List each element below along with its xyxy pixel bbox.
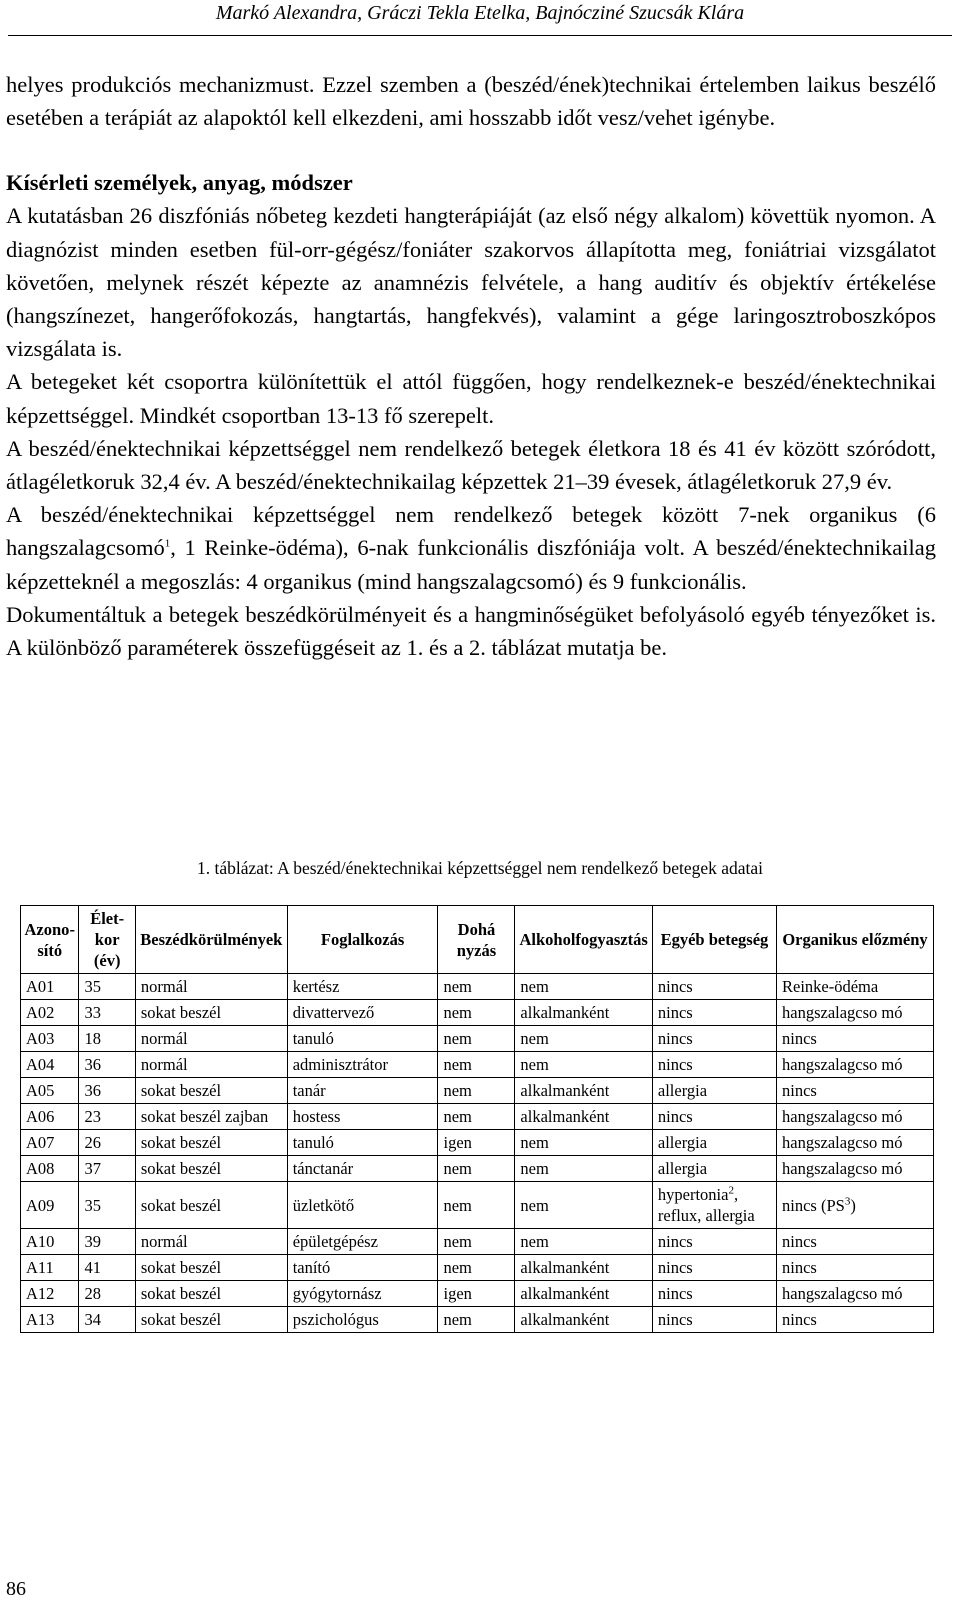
footnote-ref-1: 1 [164, 537, 171, 550]
table-row [21, 1130, 934, 1156]
cell-speech: normál [135, 1026, 287, 1052]
cell-id: A10 [21, 1229, 79, 1255]
cell-age: 39 [79, 1229, 135, 1255]
cell-organic: hangszalagcso mó [777, 1281, 934, 1307]
table-row [21, 1156, 934, 1182]
main-text [6, 68, 936, 664]
paragraph-2: A kutatásban 26 diszfóniás nőbeteg kezdeti hangterápiáját (az első négy alkalom) követtük nyomon. A diagnózist minden esetben fül-orr-gégész/foniáter szakorvos állapította meg, foniátriai vizsgálatot követően, melynek részét képezte az anamnézis felvétele, a hang auditív és objektív értékelése (hangszínezet, hangerőfokozás, hangtartás, hangfekvés), valamint a gége laringosztroboszkópos vizsgálata is. [6, 203, 936, 362]
cell-organic: hangszalagcso mó [777, 1000, 934, 1026]
cell-alcohol: alkalmanként [515, 1255, 652, 1281]
cell-speech: sokat beszél [135, 1130, 287, 1156]
cell-age: 36 [79, 1078, 135, 1104]
cell-job: tánctanár [287, 1156, 438, 1182]
paragraph-4: A beszéd/énektechnikai képzettséggel nem rendelkező betegek életkora 18 és 41 év között szóródott, átlagéletkoruk 32,4 év. A beszéd/énektechnikailag képzettek 21–39 évesek, átlagéletkoruk 27,9 év. [6, 435, 936, 495]
cell-alcohol: nem [515, 1130, 652, 1156]
cell-smoking: nem [438, 1182, 515, 1229]
cell-age: 35 [79, 974, 135, 1000]
cell-job: divattervező [287, 1000, 438, 1026]
cell-alcohol: alkalmanként [515, 1104, 652, 1130]
table-row [21, 974, 934, 1000]
cell-alcohol: nem [515, 1052, 652, 1078]
table-row [21, 1000, 934, 1026]
cell-smoking: nem [438, 1104, 515, 1130]
cell-speech: sokat beszél [135, 1281, 287, 1307]
cell-alcohol: alkalmanként [515, 1281, 652, 1307]
cell-alcohol: nem [515, 974, 652, 1000]
cell-alcohol: nem [515, 1182, 652, 1229]
cell-alcohol: alkalmanként [515, 1307, 652, 1333]
col-header-alcohol: Alkoholfogyasztás [515, 906, 652, 974]
cell-id: A11 [21, 1255, 79, 1281]
cell-smoking: nem [438, 1229, 515, 1255]
table-row [21, 1026, 934, 1052]
cell-illness: nincs [652, 1307, 776, 1333]
table-row [21, 1104, 934, 1130]
page-number: 86 [6, 1578, 26, 1600]
paragraph-5-part-b: , 1 Reinke-ödéma), 6-nak funkcionális diszfóniája volt. A beszéd/énektechnikailag képzetteknél a megoszlás: 4 organikus (mind hangszalagcsomó) és 9 funkcionális. [6, 535, 936, 594]
cell-id: A12 [21, 1281, 79, 1307]
cell-organic: nincs [777, 1307, 934, 1333]
organic-part-a: nincs (PS [782, 1195, 845, 1215]
cell-smoking: nem [438, 1052, 515, 1078]
table-row [21, 1078, 934, 1104]
cell-age: 35 [79, 1182, 135, 1229]
cell-id: A03 [21, 1026, 79, 1052]
cell-smoking: igen [438, 1130, 515, 1156]
cell-illness [652, 1182, 776, 1229]
cell-speech: sokat beszél [135, 1182, 287, 1229]
cell-organic: nincs [777, 1026, 934, 1052]
running-head: Markó Alexandra, Gráczi Tekla Etelka, Bajnócziné Szucsák Klára [215, 2, 745, 24]
footnote-ref-2: 2 [728, 1184, 734, 1197]
cell-illness: nincs [652, 1052, 776, 1078]
table-row [21, 1307, 934, 1333]
cell-speech: sokat beszél [135, 1078, 287, 1104]
cell-smoking: nem [438, 1026, 515, 1052]
cell-smoking: igen [438, 1281, 515, 1307]
cell-smoking: nem [438, 1255, 515, 1281]
illness-part-b: , reflux, allergia [657, 1185, 755, 1225]
col-header-illness: Egyéb betegség [652, 906, 776, 974]
cell-job: pszichológus [287, 1307, 438, 1333]
cell-illness: nincs [652, 1229, 776, 1255]
cell-job: gyógytornász [287, 1281, 438, 1307]
cell-illness: nincs [652, 1026, 776, 1052]
cell-speech: sokat beszél [135, 1156, 287, 1182]
cell-illness: allergia [652, 1156, 776, 1182]
cell-age: 37 [79, 1156, 135, 1182]
cell-age: 33 [79, 1000, 135, 1026]
cell-age: 23 [79, 1104, 135, 1130]
cell-illness: nincs [652, 974, 776, 1000]
cell-age: 18 [79, 1026, 135, 1052]
cell-smoking: nem [438, 1078, 515, 1104]
cell-job: üzletkötő [287, 1182, 438, 1229]
table-row [21, 1255, 934, 1281]
cell-speech: sokat beszél zajban [135, 1104, 287, 1130]
cell-speech: normál [135, 1229, 287, 1255]
cell-speech: sokat beszél [135, 1255, 287, 1281]
cell-id: A06 [21, 1104, 79, 1130]
organic-part-b: ) [850, 1195, 856, 1215]
cell-illness: nincs [652, 1104, 776, 1130]
paragraph-6: Dokumentáltuk a betegek beszédkörülményeit és a hangminőségüket befolyásoló egyéb tényezőket is. A különböző paraméterek összefüggéseit az 1. és a 2. táblázat mutatja be. [6, 601, 936, 661]
table-caption: 1. táblázat: A beszéd/énektechnikai képzettséggel nem rendelkező betegek adatai [196, 858, 764, 878]
col-header-organic: Organikus előzmény [777, 906, 934, 974]
cell-id: A09 [21, 1182, 79, 1229]
table-row [21, 1052, 934, 1078]
cell-organic: nincs [777, 1229, 934, 1255]
table-header-row [21, 906, 934, 974]
cell-organic: hangszalagcso mó [777, 1104, 934, 1130]
cell-smoking: nem [438, 974, 515, 1000]
cell-smoking: nem [438, 1156, 515, 1182]
cell-alcohol: nem [515, 1229, 652, 1255]
cell-id: A04 [21, 1052, 79, 1078]
cell-illness: allergia [652, 1078, 776, 1104]
cell-illness: nincs [652, 1255, 776, 1281]
col-header-smoking: Dohá nyzás [438, 906, 515, 974]
cell-smoking: nem [438, 1000, 515, 1026]
cell-age: 41 [79, 1255, 135, 1281]
table-row [21, 1182, 934, 1229]
cell-job: kertész [287, 974, 438, 1000]
cell-illness: allergia [652, 1130, 776, 1156]
cell-alcohol: nem [515, 1026, 652, 1052]
cell-job: adminisztrátor [287, 1052, 438, 1078]
cell-speech: sokat beszél [135, 1307, 287, 1333]
cell-organic: Reinke-ödéma [777, 974, 934, 1000]
cell-organic: hangszalagcso mó [777, 1130, 934, 1156]
patient-table [20, 905, 934, 1333]
cell-illness: nincs [652, 1281, 776, 1307]
cell-speech: normál [135, 974, 287, 1000]
paragraph-3: A betegeket két csoportra különítettük el attól függően, hogy rendelkeznek-e beszéd/énektechnikai képzettséggel. Mindkét csoportban 13-13 fő szerepelt. [6, 369, 936, 428]
cell-age: 26 [79, 1130, 135, 1156]
paragraph-5 [6, 498, 936, 598]
cell-alcohol: alkalmanként [515, 1000, 652, 1026]
cell-organic: nincs [777, 1255, 934, 1281]
cell-age: 34 [79, 1307, 135, 1333]
table-row [21, 1229, 934, 1255]
cell-speech: sokat beszél [135, 1000, 287, 1026]
footnote-ref-3: 3 [844, 1195, 851, 1207]
cell-id: A01 [21, 974, 79, 1000]
cell-id: A08 [21, 1156, 79, 1182]
cell-organic: hangszalagcso mó [777, 1156, 934, 1182]
section-heading: Kísérleti személyek, anyag, módszer [6, 170, 353, 196]
cell-job: épületgépész [287, 1229, 438, 1255]
cell-age: 28 [79, 1281, 135, 1307]
col-header-age: Életkor (év) [79, 906, 135, 974]
cell-organic: hangszalagcso mó [777, 1052, 934, 1078]
cell-id: A13 [21, 1307, 79, 1333]
cell-job: tanuló [287, 1130, 438, 1156]
cell-age: 36 [79, 1052, 135, 1078]
illness-part-a: hypertonia [657, 1185, 729, 1204]
table-row [21, 1281, 934, 1307]
cell-id: A02 [21, 1000, 79, 1026]
cell-id: A05 [21, 1078, 79, 1104]
header-divider [8, 35, 952, 36]
col-header-id: Azonosító [21, 906, 79, 974]
cell-id: A07 [21, 1130, 79, 1156]
cell-speech: normál [135, 1052, 287, 1078]
cell-alcohol: nem [515, 1156, 652, 1182]
cell-job: tanár [287, 1078, 438, 1104]
cell-organic: nincs [777, 1078, 934, 1104]
cell-illness: nincs [652, 1000, 776, 1026]
cell-smoking: nem [438, 1307, 515, 1333]
paragraph-1: helyes produkciós mechanizmust. Ezzel szemben a (beszéd/ének)technikai értelemben laikus beszélő esetében a terápiát az alapoktól kell elkezdeni, ami hosszabb időt vesz/vehet igénybe. [6, 72, 936, 131]
cell-job: tanító [287, 1255, 438, 1281]
col-header-speech: Beszédkörülmények [135, 906, 287, 974]
cell-organic [777, 1182, 934, 1229]
cell-job: tanuló [287, 1026, 438, 1052]
paragraph-5-part-a: A beszéd/énektechnikai képzettséggel nem rendelkező betegek között 7-nek organikus (6 hangszalagcsomó [6, 502, 936, 561]
cell-job: hostess [287, 1104, 438, 1130]
col-header-job: Foglalkozás [287, 906, 438, 974]
cell-alcohol: alkalmanként [515, 1078, 652, 1104]
